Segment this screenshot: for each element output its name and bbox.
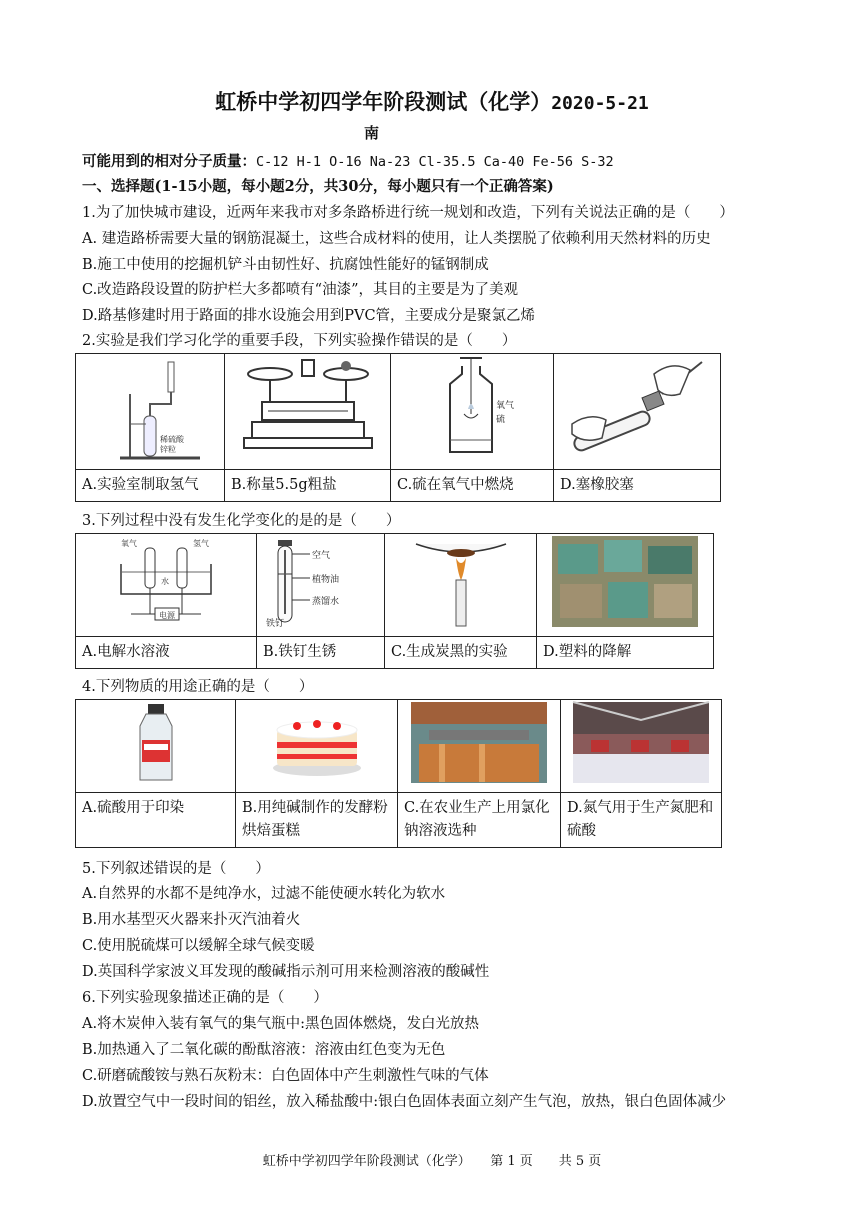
oil-label: 植物油 xyxy=(311,574,339,584)
q2-option-d: D.塞橡胶塞 xyxy=(554,470,721,502)
title-date: 2020-5-21 xyxy=(551,93,649,114)
q2-figure-a xyxy=(76,354,225,470)
acid-label: 稀硫酸 xyxy=(160,435,184,444)
nail-label: 铁钉 xyxy=(265,618,284,628)
hydrogen-apparatus-icon xyxy=(90,354,210,464)
q1-option-d: D.路基修建时用于路面的排水设施会用到PVC管，主要成分是聚氯乙烯 xyxy=(82,308,536,324)
masses-values: C-12 H-1 O-16 Na-23 Cl-35.5 Ca-40 Fe-56 S-32 xyxy=(256,154,614,170)
air-label: 空气 xyxy=(311,550,330,560)
distilled-water-label: 蒸馏水 xyxy=(311,596,339,606)
q4-option-a: A.硫酸用于印染 xyxy=(76,793,236,848)
q2-figure-b xyxy=(225,354,391,470)
q4-figure-c xyxy=(398,700,561,793)
q3-stem: 3.下列过程中没有发生化学变化的是的是（ ） xyxy=(82,513,401,529)
fertilizer-factory-photo-icon xyxy=(571,700,711,785)
masses-label: 可能用到的相对分子质量： xyxy=(82,153,256,170)
q4-figure-a xyxy=(76,700,236,793)
q2-option-c: C.硫在氧气中燃烧 xyxy=(391,470,554,502)
q2-stem: 2.实验是我们学习化学的重要手段，下列实验操作错误的是（ ） xyxy=(82,333,517,349)
q5-stem: 5.下列叙述错误的是（ ） xyxy=(82,861,270,877)
q2-option-a: A.实验室制取氢气 xyxy=(76,470,225,502)
q1-option-a: A. 建造路桥需要大量的钢筋混凝土，这些合成材料的使用，让人类摆脱了依赖利用天然材料的历史 xyxy=(82,231,711,247)
balance-scale-icon xyxy=(238,354,378,459)
q3-figure-d xyxy=(537,534,714,637)
q5-option-a: A.自然界的水都不是纯净水，过滤不能使硬水转化为软水 xyxy=(82,886,446,902)
q4-stem: 4.下列物质的用途正确的是（ ） xyxy=(82,679,314,695)
carbon-black-experiment-icon xyxy=(406,534,516,629)
q4-figure-d xyxy=(561,700,722,793)
sulfur-burning-jar-icon xyxy=(412,354,532,459)
q4-table xyxy=(75,699,722,848)
q3-option-c: C.生成炭黑的实验 xyxy=(385,637,537,669)
q2-option-b: B.称量5.5g粗盐 xyxy=(225,470,391,502)
q1-stem: 1.为了加快城市建设，近两年来我市对多条路桥进行统一规划和改造，下列有关说法正确的是（ ） xyxy=(82,205,734,221)
q5-option-c: C.使用脱硫煤可以缓解全球气候变暖 xyxy=(82,938,315,954)
q4-figure-b xyxy=(236,700,398,793)
water-label: 水 xyxy=(161,577,169,586)
q1-option-c: C.改造路段设置的防护栏大多都喷有“油漆”，其目的主要是为了美观 xyxy=(82,282,519,298)
oxygen-label: 氧气 xyxy=(496,400,515,410)
page-footer: 虹桥中学初四学年阶段测试（化学） 第 1 页 共 5 页 xyxy=(262,1154,602,1169)
q3-option-a: A.电解水溶液 xyxy=(76,637,257,669)
q5-option-b: B.用水基型灭火器来扑灭汽油着火 xyxy=(82,912,301,928)
q3-figure-c xyxy=(385,534,537,637)
q6-stem: 6.下列实验现象描述正确的是（ ） xyxy=(82,990,328,1006)
q6-option-d: D.放置空气中一段时间的铝丝，放入稀盐酸中:银白色固体表面立刻产生气泡，放热，银白色固体减少 xyxy=(82,1094,727,1110)
oxygen-label: 氧气 xyxy=(121,539,137,548)
q6-option-b: B.加热通入了二氧化碳的酚酞溶液：溶液由红色变为无色 xyxy=(82,1042,446,1058)
section-heading: 一、选择题(1-15小题，每小题2分，共30分，每小题只有一个正确答案) xyxy=(82,178,554,195)
q3-table xyxy=(75,533,714,669)
q6-option-a: A.将木炭伸入装有氧气的集气瓶中:黑色固体燃烧，发白光放热 xyxy=(82,1016,479,1032)
subtitle-mark: 南 xyxy=(364,124,380,142)
q1-option-b: B.施工中使用的挖掘机铲斗由韧性好、抗腐蚀性能好的锰钢制成 xyxy=(82,257,489,273)
q3-option-b: B.铁钉生锈 xyxy=(257,637,385,669)
sulfur-label: 硫 xyxy=(496,414,506,424)
seed-selection-photo-icon xyxy=(409,700,549,785)
page-title xyxy=(0,86,864,116)
power-label: 电源 xyxy=(159,611,175,620)
q4-option-d: D.氮气用于生产氮肥和硫酸 xyxy=(561,793,722,848)
q3-figure-b xyxy=(257,534,385,637)
hydrogen-label: 氢气 xyxy=(193,539,209,548)
plastic-degradation-photo-icon xyxy=(550,534,700,629)
q6-option-c: C.研磨硫酸铵与熟石灰粉末：白色固体中产生刺激性气味的气体 xyxy=(82,1068,489,1084)
rubber-stopper-icon xyxy=(562,354,712,454)
acid-bottle-icon xyxy=(126,700,186,785)
q2-figure-c xyxy=(391,354,554,470)
q4-option-c: C.在农业生产上用氯化钠溶液选种 xyxy=(398,793,561,848)
title-text: 虹桥中学初四学年阶段测试（化学） xyxy=(215,89,552,114)
cake-icon xyxy=(267,700,367,780)
q4-option-b: B.用纯碱制作的发酵粉烘焙蛋糕 xyxy=(236,793,398,848)
q2-table xyxy=(75,353,721,502)
q3-figure-a xyxy=(76,534,257,637)
q5-option-d: D.英国科学家波义耳发现的酸碱指示剂可用来检测溶液的酸碱性 xyxy=(82,964,490,980)
relative-masses xyxy=(82,150,614,171)
q2-figure-d xyxy=(554,354,721,470)
zinc-label: 锌粒 xyxy=(160,445,176,454)
rusting-nail-icon xyxy=(266,534,376,629)
electrolysis-apparatus-icon xyxy=(101,534,231,629)
q3-option-d: D.塑料的降解 xyxy=(537,637,714,669)
